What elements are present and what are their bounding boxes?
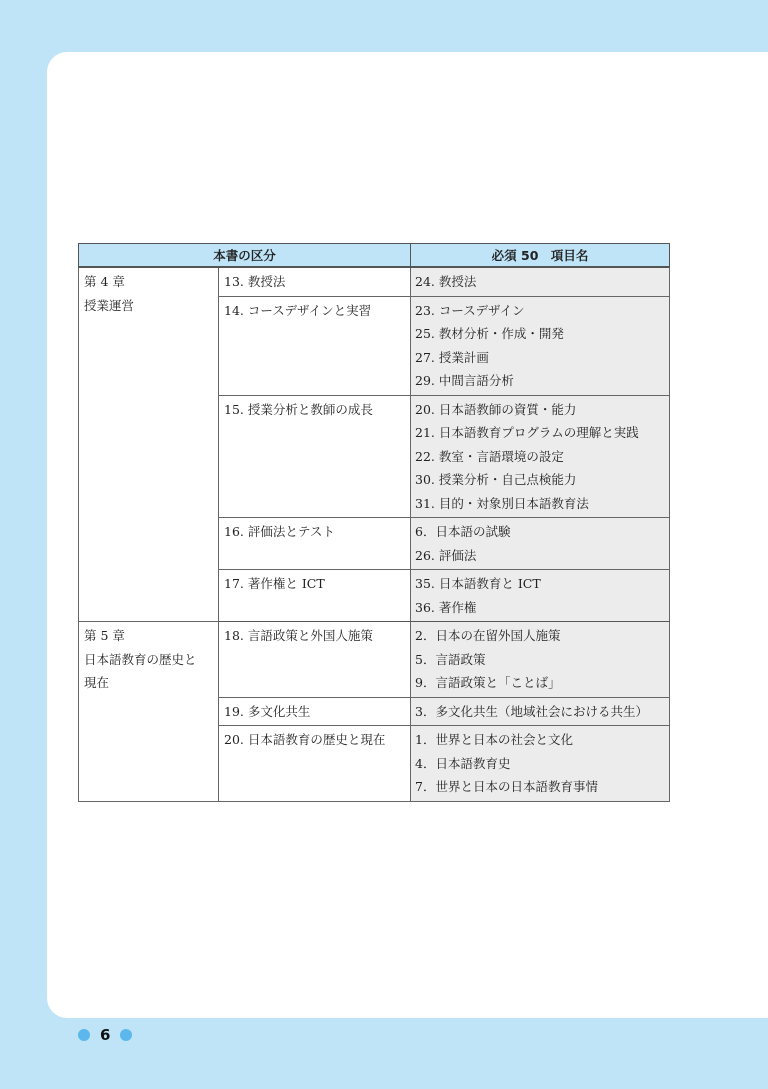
- chapter-title-cont: 現在: [84, 675, 110, 690]
- section-cell: [219, 622, 411, 698]
- header-book-section: 本書の区分: [79, 244, 411, 268]
- chapter-title: 日本語教育の歴史と: [84, 651, 197, 667]
- item: 25. 教材分析・作成・開発: [415, 326, 564, 341]
- item: 31. 目的・対象別日本語教育法: [415, 495, 589, 511]
- items-cell: [411, 726, 670, 802]
- item: 6．日本語の試験: [415, 524, 511, 539]
- section-name: 18. 言語政策と外国人施策: [224, 628, 373, 643]
- items-cell: [411, 296, 670, 395]
- item: 21. 日本語教育プログラムの理解と実践: [415, 425, 639, 440]
- section-cell: [219, 726, 411, 802]
- item: 7．世界と日本の日本語教育事情: [415, 779, 598, 794]
- item: 27. 授業計画: [415, 349, 489, 365]
- items-cell: [411, 622, 670, 698]
- item: 26. 評価法: [415, 547, 477, 563]
- section-name: 14. コースデザインと実習: [224, 302, 372, 318]
- section-cell: [219, 296, 411, 395]
- items-cell: [411, 518, 670, 570]
- table-row: [79, 267, 670, 296]
- item: 20. 日本語教師の資質・能力: [415, 401, 577, 417]
- section-cell: [219, 570, 411, 622]
- section-name: 13. 教授法: [224, 274, 286, 289]
- section-cell: [219, 395, 411, 518]
- chapter-cell: [79, 622, 219, 802]
- item: 2．日本の在留外国人施策: [415, 628, 561, 643]
- section-name: 17. 著作権と ICT: [224, 576, 325, 591]
- chapter-number: 第 5 章: [84, 628, 125, 643]
- items-cell: [411, 570, 670, 622]
- item: 23. コースデザイン: [415, 302, 525, 318]
- section-cell: [219, 518, 411, 570]
- item: 9．言語政策と「ことば」: [415, 675, 561, 690]
- table-row: [79, 622, 670, 698]
- item: 36. 著作権: [415, 599, 477, 615]
- table-header-row: [79, 244, 670, 268]
- page-number: 6: [100, 1026, 111, 1044]
- item: 5．言語政策: [415, 651, 486, 667]
- header-required-50-items: 必須 50 項目名: [411, 244, 670, 268]
- section-name: 16. 評価法とテスト: [224, 524, 335, 539]
- item: 29. 中間言語分析: [415, 373, 514, 388]
- item: 4．日本語教育史: [415, 755, 511, 771]
- items-cell: [411, 267, 670, 296]
- section-name: 20. 日本語教育の歴史と現在: [224, 732, 386, 747]
- item: 22. 教室・言語環境の設定: [415, 448, 564, 464]
- section-name: 19. 多文化共生: [224, 703, 311, 719]
- items-cell: [411, 395, 670, 518]
- page-footer: [78, 1026, 132, 1044]
- section-cell: [219, 267, 411, 296]
- item: 1．世界と日本の社会と文化: [415, 732, 573, 747]
- left-dot-icon: [78, 1029, 90, 1041]
- item: 24. 教授法: [415, 274, 477, 289]
- chapter-number: 第 4 章: [84, 274, 125, 289]
- curriculum-mapping-table: [78, 243, 670, 802]
- section-cell: [219, 697, 411, 726]
- item: 35. 日本語教育と ICT: [415, 576, 541, 591]
- item: 30. 授業分析・自己点検能力: [415, 472, 577, 487]
- right-dot-icon: [120, 1029, 132, 1041]
- chapter-title: 授業運営: [84, 297, 135, 313]
- chapter-cell: [79, 267, 219, 622]
- section-name: 15. 授業分析と教師の成長: [224, 401, 373, 417]
- item: 3．多文化共生（地域社会における共生）: [415, 703, 648, 719]
- items-cell: [411, 697, 670, 726]
